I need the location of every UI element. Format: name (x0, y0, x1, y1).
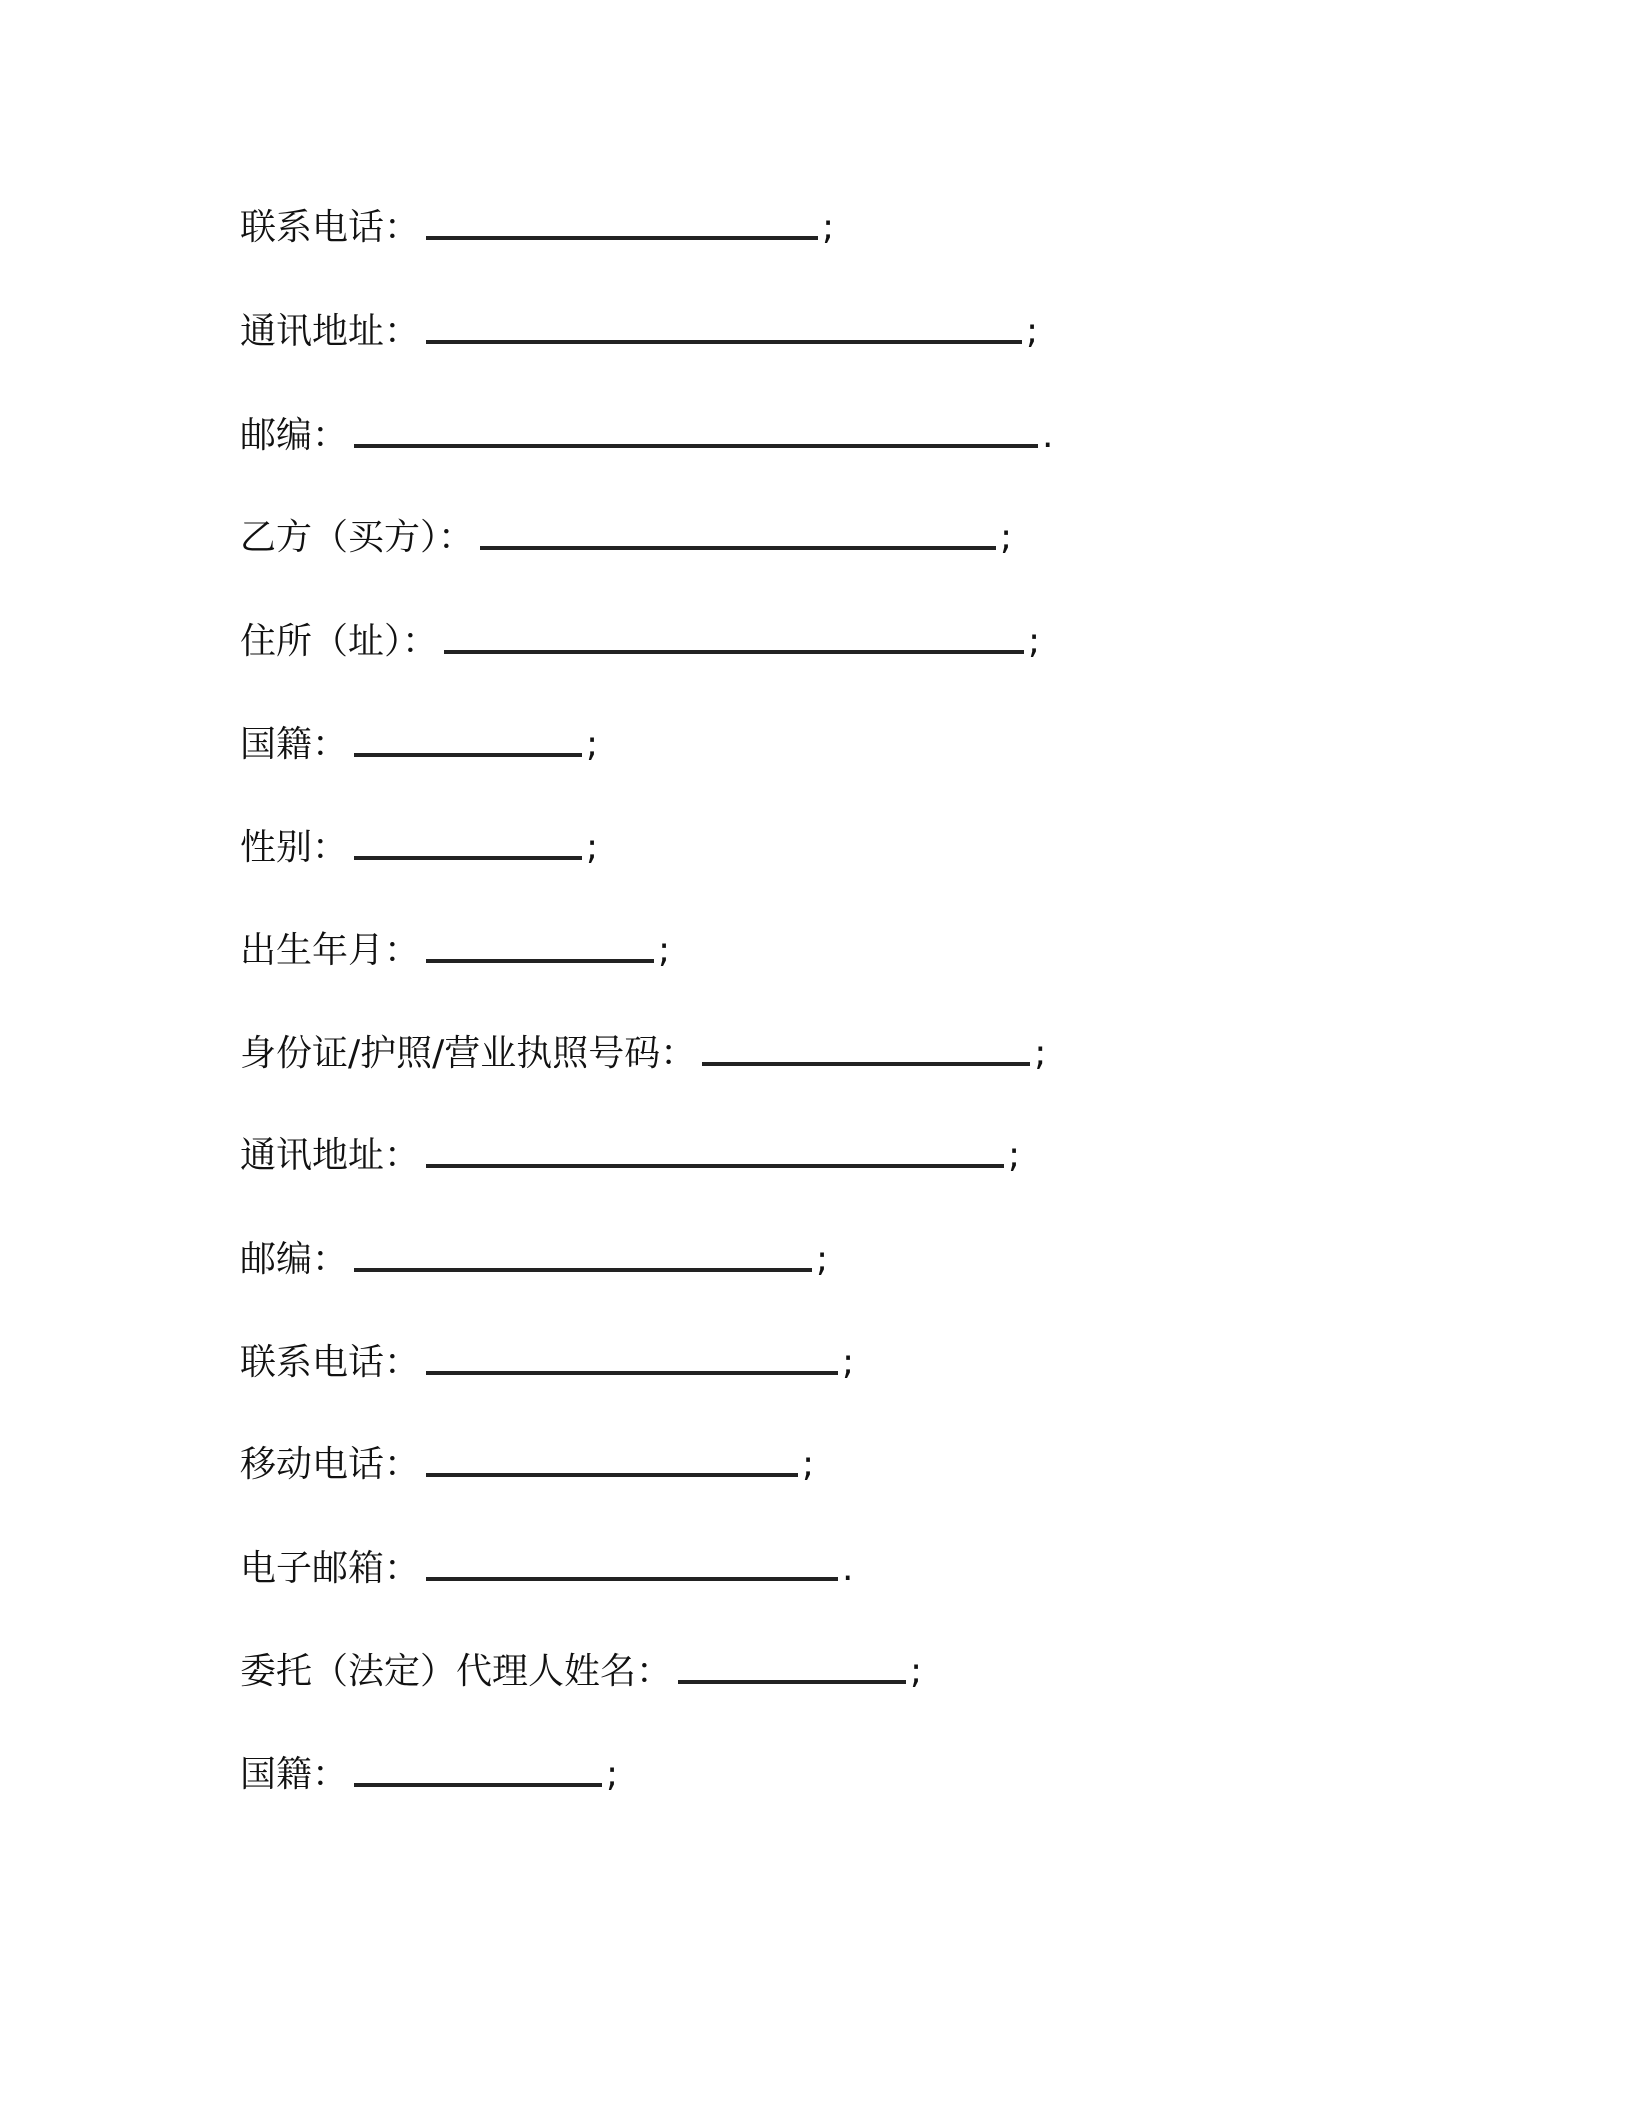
field-label: 邮编： (240, 415, 349, 456)
field-label: 联系电话： (240, 1342, 421, 1383)
field-end-mark: ; (802, 1444, 815, 1485)
field-row-postcode (240, 398, 1053, 458)
fill-in-blank (354, 856, 582, 860)
field-end-mark: ; (586, 827, 599, 868)
fill-in-blank (444, 650, 1024, 654)
field-row-agent-nationality (240, 1737, 618, 1797)
fill-in-blank (426, 236, 818, 240)
field-row-contact-phone-2 (240, 1325, 854, 1385)
fill-in-blank (354, 1783, 602, 1787)
field-end-mark: ; (842, 1342, 855, 1383)
fill-in-blank (678, 1680, 906, 1684)
fill-in-blank (426, 959, 654, 963)
field-label: 电子邮箱： (240, 1548, 421, 1589)
field-label: 住所（址）： (240, 621, 439, 662)
fill-in-blank (354, 1268, 812, 1272)
field-label: 联系电话： (240, 207, 421, 248)
field-label: 通讯地址： (240, 1135, 421, 1176)
field-row-nationality (240, 707, 598, 767)
field-end-mark: ; (658, 930, 671, 971)
field-end-mark: . (1042, 415, 1054, 456)
field-label: 邮编： (240, 1239, 349, 1280)
field-end-mark: ; (606, 1754, 619, 1795)
fill-in-blank (426, 1371, 838, 1375)
fill-in-blank (426, 1577, 838, 1581)
field-row-postcode-2 (240, 1222, 828, 1282)
field-row-contact-phone (240, 190, 834, 250)
field-end-mark: ; (586, 724, 599, 765)
field-end-mark: ; (1028, 621, 1041, 662)
fill-in-blank (480, 546, 996, 550)
field-row-gender (240, 810, 598, 870)
field-row-mailing-address (240, 294, 1038, 354)
field-end-mark: ; (910, 1651, 923, 1692)
field-row-mobile-phone (240, 1427, 814, 1487)
field-row-agent-name (240, 1634, 922, 1694)
field-end-mark: ; (1000, 517, 1013, 558)
fill-in-blank (702, 1062, 1030, 1066)
field-label: 国籍： (240, 724, 349, 765)
fill-in-blank (426, 1473, 798, 1477)
field-end-mark: . (842, 1548, 854, 1589)
field-row-id-number (240, 1016, 1046, 1076)
field-row-email (240, 1531, 853, 1591)
field-end-mark: ; (822, 207, 835, 248)
field-row-birth-date (240, 913, 670, 973)
field-label: 身份证/护照/营业执照号码： (240, 1033, 697, 1074)
fill-in-blank (426, 340, 1022, 344)
field-label: 通讯地址： (240, 311, 421, 352)
field-label: 乙方（买方）： (240, 517, 475, 558)
field-label: 移动电话： (240, 1444, 421, 1485)
fill-in-blank (354, 444, 1038, 448)
fill-in-blank (354, 753, 582, 757)
field-row-mailing-address-2 (240, 1118, 1020, 1178)
field-label: 性别： (240, 827, 349, 868)
field-row-party-b-buyer (240, 500, 1012, 560)
field-label: 出生年月： (240, 930, 421, 971)
field-end-mark: ; (1026, 311, 1039, 352)
field-row-residence (240, 604, 1040, 664)
field-end-mark: ; (1034, 1033, 1047, 1074)
field-end-mark: ; (1008, 1135, 1021, 1176)
field-label: 委托（法定）代理人姓名： (240, 1651, 673, 1692)
field-end-mark: ; (816, 1239, 829, 1280)
fill-in-blank (426, 1164, 1004, 1168)
field-label: 国籍： (240, 1754, 349, 1795)
